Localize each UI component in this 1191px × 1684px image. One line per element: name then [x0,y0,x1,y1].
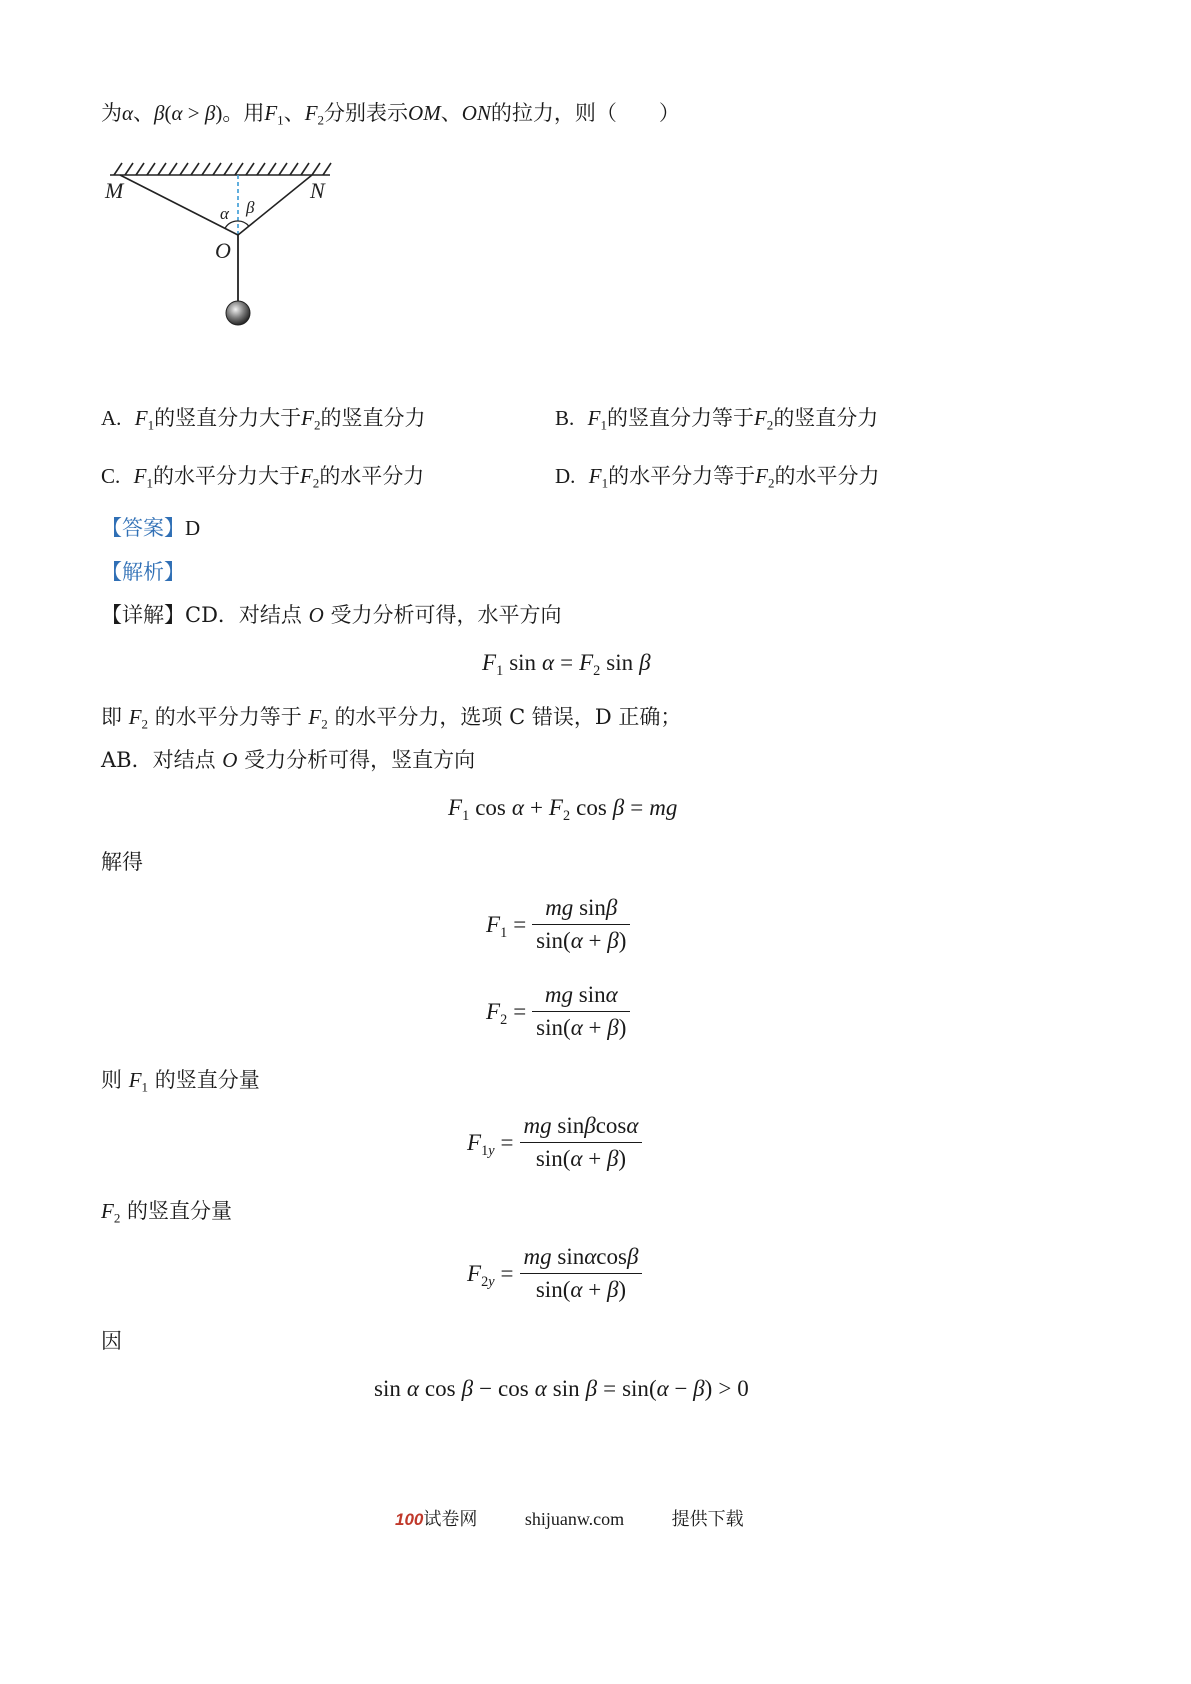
then-line: 则 $F_1$ 的竖直分量 [101,1068,260,1095]
equation-horizontal: $F_1$ sin α = $F_2$ sin β [482,650,651,679]
answer-label: 【答案】 [101,516,185,540]
answer-value: D [185,516,201,540]
site-logo: 100 [395,1510,424,1529]
download-text: 提供下载 [671,1509,744,1530]
site-name: 试卷网 [423,1509,478,1530]
equation-inequality: sin α cos β − cos α sin β = sin(α − β) > 0 [374,1376,749,1401]
analysis-label: 【解析】 [101,560,185,584]
option-a: A. $F_1$的竖直分力大于$F_2$的竖直分力 [101,406,426,433]
equation-F1y: $F_{1y}$ = $\frac{\text{mg sinβcosα}}{\sin(\alpha + \beta)}$ [467,1113,642,1172]
solve-label: 解得 [101,850,143,874]
pendulum-figure [100,160,380,360]
fraction-F2y: $\frac{\text{mg sinαcosβ}}{\sin(\alpha + \beta)}$ [520,1244,643,1303]
detail-line-2: 即 $F_2$ 的水平分力等于 $F_2$ 的水平分力，选项 C 错误，D 正确； [101,705,682,732]
site-domain: shijuanw.com [524,1509,625,1529]
option-b: B. $F_1$的竖直分力等于$F_2$的竖直分力 [555,406,879,433]
label-M: M [105,178,124,203]
footer [395,1505,744,1531]
ceiling-hatch [110,163,331,175]
option-c: C. $F_1$的水平分力大于$F_2$的水平分力 [101,464,425,491]
label-N: N [310,178,325,203]
question-stem: 为α、β(α > β)。用$F_1$、$F_2$分别表示OM、ON的拉力，则（ ） [101,101,680,128]
angle-arc-beta [238,221,249,226]
fraction-F1y: $\frac{\text{mg sinβcosα}}{\sin(\alpha + \beta)}$ [520,1113,643,1172]
fraction-F1: $\frac{\text{mg sinβ}}{\sin(\alpha + \beta)}$ [532,895,630,954]
label-O: O [215,238,231,263]
detail-line-3: AB．对结点 O 受力分析可得，竖直方向 [101,748,476,772]
option-d: D. $F_1$的水平分力等于$F_2$的水平分力 [555,464,880,491]
answer-line [101,514,200,542]
fraction-F2: $\frac{\text{mg sinα}}{\sin(\alpha + \beta)}$ [532,982,630,1041]
equation-F2: $F_2$ = $\frac{\text{mg sinα}}{\sin(\alpha + \beta)}$ [486,982,630,1041]
equation-F2y: $F_{2y}$ = $\frac{\text{mg sinαcosβ}}{\sin(\alpha + \beta)}$ [467,1244,642,1303]
equation-vertical: $F_1$ cos α + $F_2$ cos β = mg [448,795,678,824]
ball [226,301,250,325]
equation-F1: $F_1$ = $\frac{\text{mg sinβ}}{\sin(\alpha + \beta)}$ [486,895,630,954]
because-line: 因 [101,1329,122,1353]
label-alpha: α [220,204,229,223]
detail-line-1: 【详解】CD．对结点 O 受力分析可得，水平方向 [101,603,562,627]
f2-vertical-line: $F_2$ 的竖直分量 [101,1199,233,1226]
label-beta: β [246,198,255,217]
analysis-line [101,558,185,586]
